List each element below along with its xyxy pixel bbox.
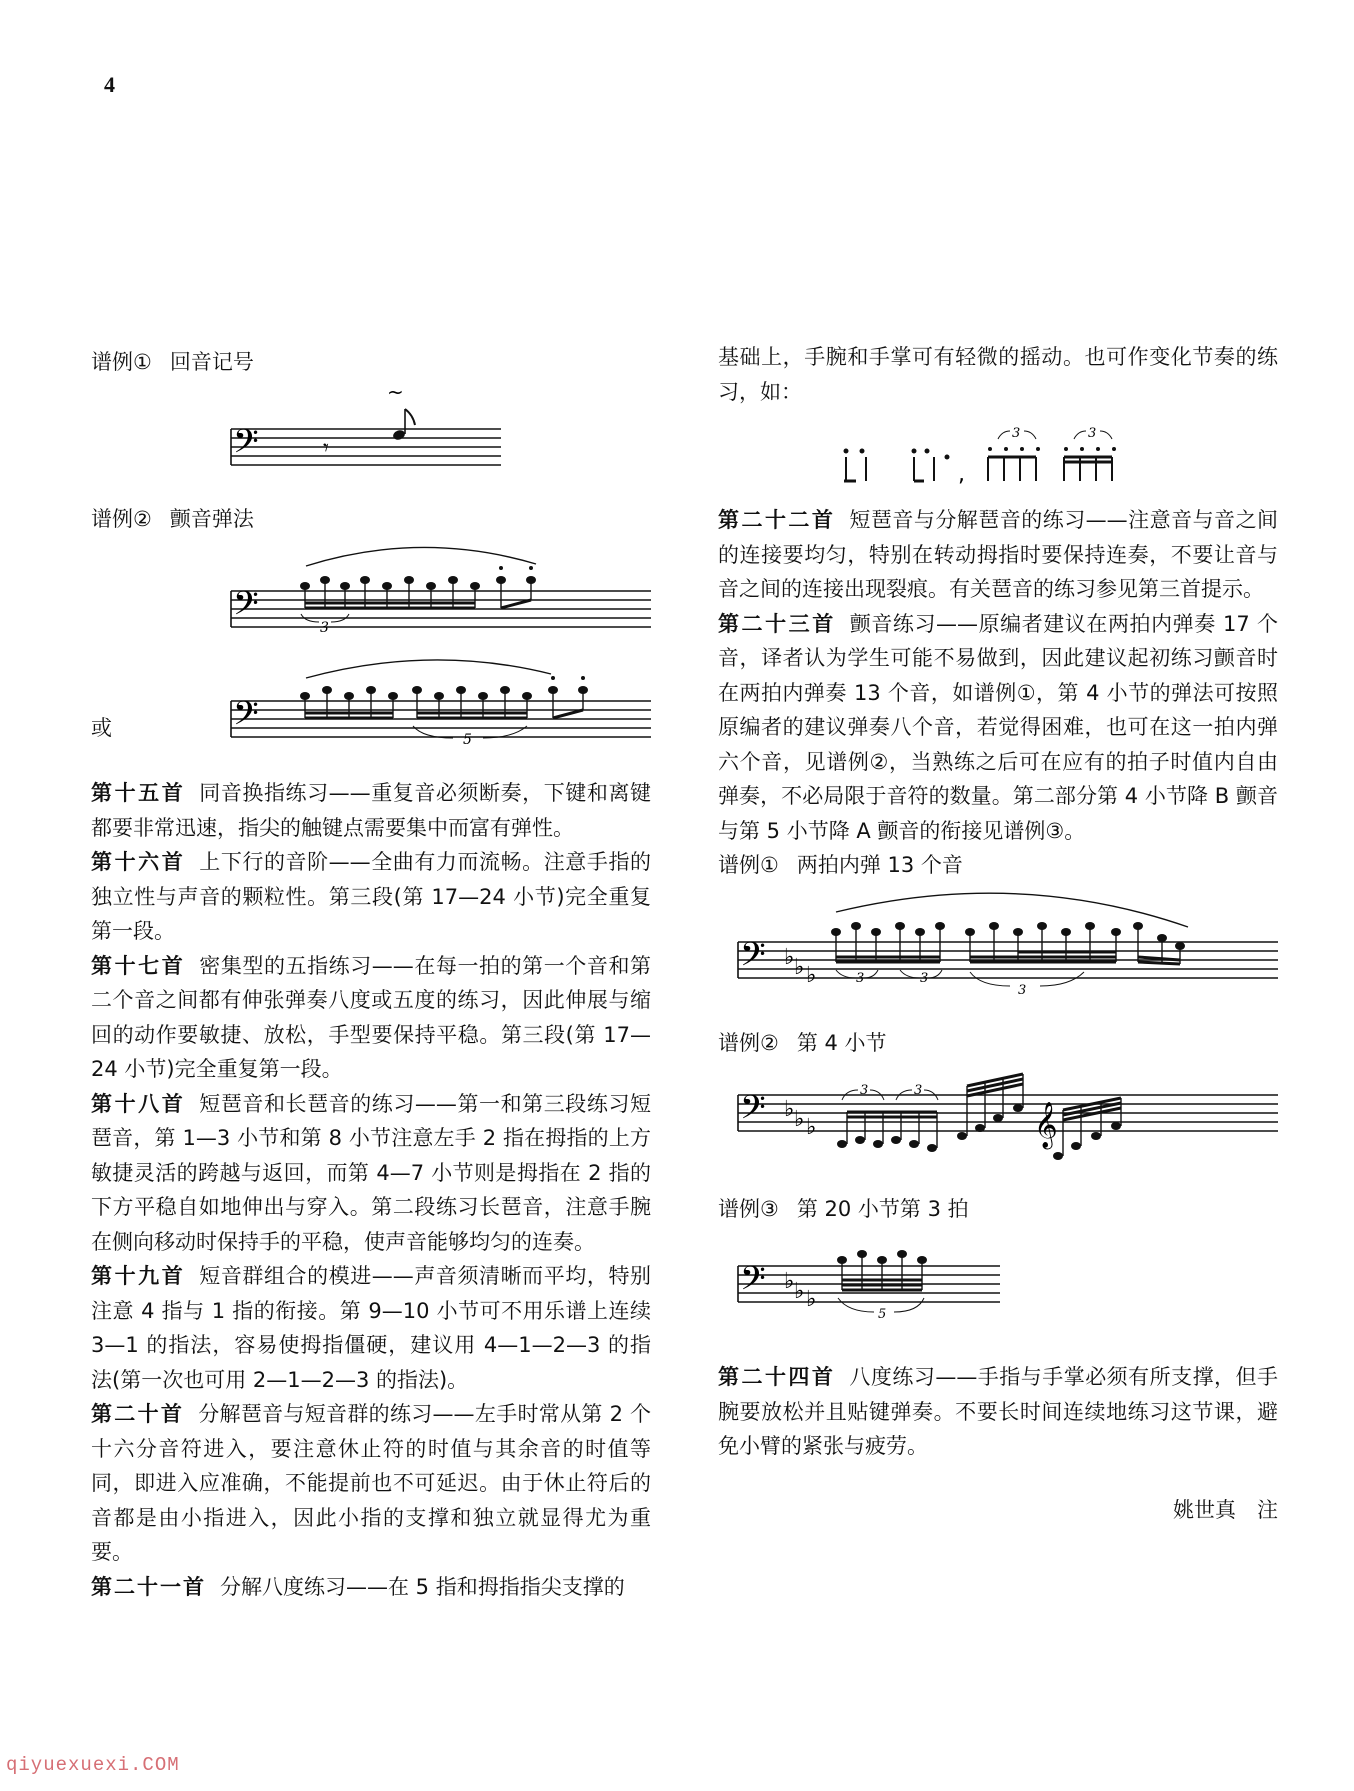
paragraph [91,1397,651,1570]
paragraph [91,845,651,949]
example-2-caption [718,1026,1278,1060]
tuplet-number: 3 [856,971,865,986]
page-number: 4 [104,72,115,97]
paragraph-text: 短琶音与分解琶音的练习——注意音与音之间的连接要均匀，特别在转动拇指时要保持连奏，不要让音与音之间的连接出现裂痕。有关琶音的练习参见第三首提示。 [718,508,1279,601]
bar-4-score [718,1060,1278,1170]
paragraph [91,1087,651,1260]
left-column [91,345,651,1604]
turn-notation-score [91,379,651,494]
paragraph [718,607,1278,849]
tuplet-number: 3 [860,1083,869,1098]
paragraph-text: 密集型的五指练习——在每一拍的第一个音和第二个音之间都有伸张弹奏八度或五度的练习，因此伸展与缩回的动作要敏捷、放松，手型要保持平稳。第三段(第 17—24 小节)完全重复第一段。 [91,953,652,1081]
paragraph [91,1259,651,1397]
or-label: 或 [91,716,112,740]
flat-icon: ♭ [806,1115,817,1140]
paragraph [91,776,651,845]
tuplet-number: 3 [914,1083,923,1098]
bass-clef-icon: 𝄢 [740,1089,766,1135]
example-title: 两拍内弹 13 个音 [796,853,963,877]
example-label: 谱例① [718,853,779,877]
paragraph-head: 第二十一首 [91,1574,206,1599]
trill-score-2 [91,656,651,766]
paragraph-head: 第十七首 [91,953,186,978]
paragraph-text: 短音群组合的模进——声音须清晰而平均，特别注意 4 指与 1 指的衔接。第 9—10 小节可不用乐谱上连续 3—1 的指法，容易使拇指僵硬，建议用 4—1—2—3 的指法(第一次也可用 2—1—2—3 的指法)。 [91,1264,652,1392]
flat-icon: ♭ [784,945,795,970]
tuplet-number: 3 [920,971,929,986]
trill-score-1 [91,536,651,656]
paragraph-text: 同音换指练习——重复音必须断奏，下键和离键都要非常迅速，指尖的触键点需要集中而富有弹性。 [91,781,652,840]
tuplet-number: 3 [1018,983,1027,998]
example-3-caption [718,1192,1278,1226]
paragraph-head: 第十五首 [91,781,186,805]
alternative-row [91,656,651,766]
bar-20-beat-3-score [718,1226,1278,1336]
paragraph-head: 第二十首 [91,1402,185,1426]
paragraph-head: 第十八首 [91,1091,186,1116]
flat-icon: ♭ [794,1107,805,1132]
paragraph [91,1570,651,1605]
example-title: 第 20 小节第 3 拍 [796,1197,969,1221]
bass-clef-icon: 𝄢 [233,695,259,741]
treble-clef-icon: 𝄞 [1034,1102,1058,1148]
tuplet-number: 3 [1088,426,1097,441]
paragraph-head: 第十六首 [91,850,186,874]
flat-icon: ♭ [794,955,805,980]
tuplet-number: 5 [463,732,472,748]
paragraph-text: 颤音练习——原编者建议在两拍内弹奏 17 个音，译者认为学生可能不易做到，因此建议起初练习颤音时在两拍内弹奏 13 个音，如谱例①，第 4 小节的弹法可按照原编者的建议弹奏八个音，若觉得困难，也可在这一拍内弹六个音，见谱例②，当熟练之后可在应有的拍子时值内自由弹奏，不必局限于音符的数量。第二部分第 4 小节降 B 颤音与第 5 小节降 A 颤音的衔接见谱例③。 [718,611,1278,843]
bass-clef-icon: 𝄢 [740,936,766,982]
right-column [718,340,1278,1524]
example-1-caption [91,345,651,379]
tuplet-number: 3 [1012,426,1021,441]
annotator-signature: 姚世真 注 [1173,1497,1278,1522]
flat-icon: ♭ [806,1287,817,1312]
example-label: 谱例① [91,350,152,374]
example-1-caption [718,848,1278,882]
rhythm-variants [718,409,1278,489]
paragraph-text: 上下行的音阶——全曲有力而流畅。注意手指的独立性与声音的颗粒性。第三段(第 17—24 小节)完全重复第一段。 [91,850,652,943]
bass-clef-icon: 𝄢 [233,585,259,631]
turn-symbol-icon: ~ [387,380,404,404]
paragraph-text: 分解八度练习——在 5 指和拇指指尖支撑的 [220,1574,625,1599]
example-title: 颤音弹法 [169,507,254,531]
paragraph-text: 八度练习——手指与手掌必须有所支撑，但手腕要放松并且贴键弹奏。不要长时间连续地练习这节课，避免小臂的紧张与疲劳。 [718,1365,1279,1458]
tuplet-number: 3 [320,620,329,636]
paragraph [718,1360,1278,1464]
trill-13-notes-score [718,882,1278,1002]
rhythm-separator: , [958,462,965,487]
bass-clef-icon: 𝄢 [233,423,259,469]
flat-icon: ♭ [806,963,817,988]
example-label: 谱例② [91,507,152,531]
left-paragraphs [91,776,651,1604]
paragraph-head: 第十九首 [91,1264,186,1288]
paragraph-head: 第二十四首 [718,1365,836,1389]
flat-icon: ♭ [784,1269,795,1294]
watermark: qiyuexuexi.COM [6,1754,180,1776]
paragraph [91,949,651,1087]
example-label: 谱例② [718,1031,779,1055]
paragraph [718,503,1278,607]
paragraph-head: 第二十三首 [718,611,836,636]
bass-clef-icon: 𝄢 [740,1260,766,1306]
paragraph-text: 分解琶音与短音群的练习——左手时常从第 2 个十六分音符进入，要注意休止符的时值与其余音的时值等同，即进入应准确，不能提前也不可延迟。由于休止符后的音都是由小指进入，因此小指的支撑和独立就显得尤为重要。 [91,1402,651,1564]
tuplet-number: 5 [878,1307,887,1322]
example-title: 第 4 小节 [796,1031,887,1055]
svg-text:𝄾: 𝄾 [323,436,329,461]
flat-icon: ♭ [784,1097,795,1122]
example-2-caption [91,502,651,536]
example-title: 回音记号 [169,350,254,374]
paragraph-head: 第二十二首 [718,508,836,532]
paragraph: 基础上，手腕和手掌可有轻微的摇动。也可作变化节奏的练习，如： [718,345,1278,404]
paragraph-text: 短琶音和长琶音的练习——第一和第三段练习短琶音，第 1—3 小节和第 8 小节注意左手 2 指在拇指的上方敏捷灵活的跨越与返回，而第 4—7 小节则是拇指在 2 指的下方平稳自如地伸出与穿入。第二段练习长琶音，注意手腕在侧向移动时保持手的平稳，使声音能够均匀的连奏。 [91,1091,652,1254]
example-label: 谱例③ [718,1197,779,1221]
flat-icon: ♭ [794,1279,805,1304]
